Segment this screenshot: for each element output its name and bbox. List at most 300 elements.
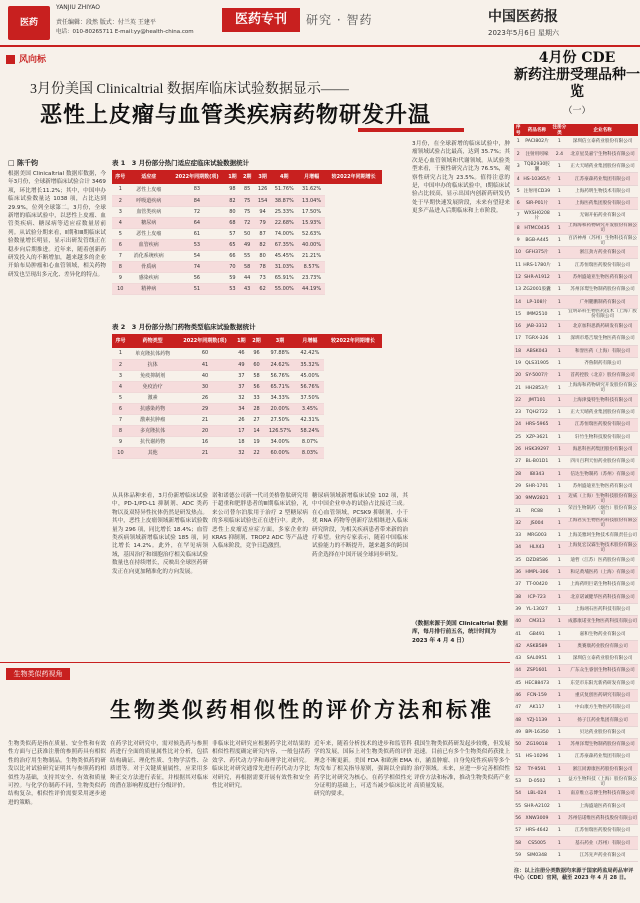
table2-cell: 37 — [234, 381, 249, 392]
sidebar-cell: 浙江同源康医药股份有限公司 — [567, 763, 638, 775]
sidebar-cell: ZG2001胶囊 — [522, 284, 551, 296]
sidebar-cell: 1 — [552, 407, 568, 419]
table-row — [514, 763, 638, 775]
sidebar-cell: 53 — [514, 775, 522, 787]
sidebar-cell: 20 — [514, 370, 522, 382]
table1-cell: 精神病 — [129, 283, 169, 294]
sidebar-title — [514, 50, 640, 101]
sidebar-cell: ABSK043 — [522, 345, 551, 357]
table-row — [514, 652, 638, 664]
sidebar-cell: 23 — [514, 407, 522, 419]
sidebar-cell: 注射用CD39 — [522, 185, 551, 197]
table2-cell: 24.62% — [264, 359, 296, 370]
table1-cell: 126 — [255, 184, 271, 195]
sidebar-cell: 1 — [552, 247, 568, 259]
table-row — [112, 414, 382, 425]
table1-cell: 22.68% — [271, 217, 298, 228]
sidebar-cell: 1 — [552, 849, 568, 861]
table1-cell: 51 — [169, 283, 225, 294]
sidebar-cell: 正大天晴药业集团股份有限公司 — [567, 161, 638, 173]
sidebar-cell: 贝达药业股份有限公司 — [567, 726, 638, 738]
table2-cell: 26 — [234, 414, 249, 425]
table1-header-2: 2022年同期数(项) — [169, 170, 225, 184]
sidebar-cell: 1 — [552, 197, 568, 209]
table1-header-3: 1期 — [225, 170, 240, 184]
sidebar-cell: GB491 — [522, 628, 551, 640]
table-row — [514, 308, 638, 320]
sidebar-cell: 上海君实生物医药科技股份有限公司 — [568, 518, 638, 529]
table-row — [514, 173, 638, 185]
sidebar-cell: QLS31905 — [522, 357, 551, 369]
table1-cell: 49 — [240, 239, 255, 250]
table1-cell: 74.00% — [271, 228, 298, 239]
table2-cell: 4 — [112, 381, 129, 392]
sidebar-cell: XZP-3621 — [522, 431, 551, 443]
column-tag — [6, 52, 46, 65]
table-row — [112, 447, 382, 458]
article2-body-col3: 非临床比对研究应根据药学比对结果的相似性程度确定研究内容，一般包括药效学、药代动力学和毒理学比对研究。临床比对研究通常先进行药代动力学比对研究，再根据需要开展有效性和安全性比对研究。 — [212, 741, 310, 790]
column-tag-label: 风向标 — [19, 55, 47, 65]
sidebar-cell: 东莞市东阳光新药研发有限公司 — [567, 677, 638, 689]
table2-cell: 41 — [176, 359, 234, 370]
table1-cell: 2 — [112, 195, 129, 206]
sidebar-header-1: 药品名称 — [522, 124, 551, 136]
section-subtitle: 研究 · 智药 — [306, 13, 373, 27]
table-row — [514, 579, 638, 591]
table2-cell: 56.76% — [264, 370, 296, 381]
table-row — [514, 677, 638, 689]
sidebar-cell: 15 — [514, 308, 522, 320]
table1-cell: 82 — [225, 195, 240, 206]
sidebar-cell: 52 — [514, 763, 522, 775]
table-row — [514, 702, 638, 714]
sidebar-cell: 北京加科思新药研发有限公司 — [567, 320, 638, 332]
sidebar-cell: 19 — [514, 357, 522, 369]
sidebar-cell: HS-10296 — [522, 751, 551, 763]
sidebar-cell: 7 — [514, 210, 522, 222]
sidebar-cell: 31 — [514, 505, 522, 517]
sidebar-cell: 1 — [552, 689, 568, 701]
table1-cell: 糖尿病 — [129, 217, 169, 228]
table-row — [514, 222, 638, 234]
sidebar-cell: 3 — [514, 161, 522, 173]
table-row — [514, 357, 638, 369]
table1-cell: 恶性上皮瘤 — [129, 184, 169, 195]
table2-cell: 35.32% — [296, 359, 324, 370]
table2-header-1: 药物类型 — [129, 334, 176, 348]
table2-cell: 20 — [176, 425, 234, 436]
sidebar-cell: SIR-P01片 — [522, 197, 551, 209]
sidebar-cell: 45 — [514, 677, 522, 689]
table1-cell: 57 — [225, 228, 240, 239]
sidebar-cell: 江苏豪森药业集团有限公司 — [567, 751, 638, 763]
table2-cell: 58 — [249, 370, 264, 381]
table2-cell: 16 — [176, 436, 234, 447]
sidebar-cell: 1 — [552, 136, 568, 148]
table1-cell: 53 — [225, 283, 240, 294]
sidebar-cell: 和誉医药（上海）有限公司 — [567, 345, 638, 357]
sidebar-cell: 33 — [514, 530, 522, 542]
sidebar-cell: 49 — [514, 726, 522, 738]
sidebar-cell: 1 — [552, 825, 568, 837]
table1-cell: 51.76% — [271, 184, 298, 195]
sidebar-cell: AK117 — [522, 702, 551, 714]
sidebar-cell: 40 — [514, 616, 522, 628]
sidebar-cell: 1 — [552, 419, 568, 431]
sidebar-cell: 首药控股（北京）股份有限公司 — [567, 370, 638, 382]
table1-cell: 68 — [225, 217, 240, 228]
table-row — [112, 206, 382, 217]
sidebar-cell: 1 — [552, 333, 568, 345]
sidebar-cell: 迈威（上海）生物科技股份有限公司 — [568, 493, 638, 504]
edition-pinyin: YANJIU ZHIYAO — [56, 4, 100, 11]
sidebar-cell: BGB-A445 — [522, 234, 551, 246]
table1-cell: 消化系统疾病 — [129, 250, 169, 261]
table1-cell: 79 — [255, 217, 271, 228]
table-row — [514, 591, 638, 603]
table2-cell: 激素 — [129, 392, 176, 403]
sidebar-note: 注：以上注册分类数据均来源于国家药监局药品审评中心（CDE）官网，截至 2023 年 4 月 28 日。 — [514, 868, 634, 881]
table2-cell: 58.24% — [296, 425, 324, 436]
table1-cell: 44.19% — [298, 283, 325, 294]
sidebar-cell: HTMC0435 — [522, 222, 551, 234]
sidebar-cell: 30 — [514, 493, 522, 505]
table2-cell: 抗体 — [129, 359, 176, 370]
sidebar-cell: 江苏恒瑞医药股份有限公司 — [567, 419, 638, 431]
sidebar-cell: TY-9591 — [522, 763, 551, 775]
table2-cell: 17 — [234, 425, 249, 436]
table1-cell: 82 — [255, 239, 271, 250]
table1-cell: 65.91% — [271, 272, 298, 283]
table1-cell: 1 — [112, 184, 129, 195]
table1-cell: 53 — [169, 239, 225, 250]
sidebar-cell: 1 — [552, 800, 568, 812]
table1-cell: 25.33% — [271, 206, 298, 217]
sidebar-cell: 1 — [552, 185, 568, 197]
data-source-note: （数据来源于美国 Clinicaltrial 数据库，每月排行前五名，统计时间为 2023 年 4 月 4 日） — [412, 621, 508, 644]
table-row — [514, 566, 638, 578]
table2-cell: 多克隆抗体 — [129, 425, 176, 436]
table2-cell: 14 — [249, 425, 264, 436]
sidebar-header-2: 注册分类 — [552, 125, 567, 136]
table1-cell: 31.62% — [298, 184, 325, 195]
table1-cell: 80 — [255, 250, 271, 261]
section-badge: 医药专刊 — [222, 8, 300, 32]
table1-cell: 8 — [112, 261, 129, 272]
sidebar-cell: 13 — [514, 284, 522, 296]
table2-cell: 5 — [112, 392, 129, 403]
table-row — [112, 283, 382, 294]
table-row — [514, 616, 638, 628]
table1-cell: 64 — [169, 217, 225, 228]
sidebar-cell: 北京诺诚健华医药科技有限公司 — [567, 591, 638, 603]
sidebar-cell: 1 — [552, 775, 568, 787]
sidebar-cell: 1 — [552, 480, 568, 492]
sidebar-cell: HMPL-306 — [522, 566, 551, 578]
header-divider — [0, 45, 640, 47]
sidebar-cell: 27 — [514, 456, 522, 468]
sidebar-cell: 1 — [552, 394, 568, 406]
sidebar-cell: 益方生物科技（上海）股份有限公司 — [568, 776, 638, 787]
sidebar-cell: 和记黄埔医药（上海）有限公司 — [567, 566, 638, 578]
sidebar-cell: 9 — [514, 234, 522, 246]
table1-cell: 67.35% — [271, 239, 298, 250]
table2-grid — [112, 334, 382, 459]
table1-cell: 43 — [240, 283, 255, 294]
table2-cell: 27.50% — [264, 414, 296, 425]
table2-cell: 抗感染药物 — [129, 403, 176, 414]
table-row — [514, 542, 638, 554]
sidebar-cell: 1 — [552, 517, 568, 529]
sidebar-title-line: 新药注册受理品种一览 — [514, 67, 640, 100]
table2-cell: 20.00% — [264, 403, 296, 414]
logo-text: 医药 — [19, 18, 38, 28]
sidebar-cell: HS-10365片 — [522, 173, 551, 185]
sidebar-cell: 9MW2821 — [522, 493, 551, 505]
table-row — [112, 425, 382, 436]
table1-cell: 8.57% — [298, 261, 325, 272]
table-row — [514, 259, 638, 271]
sidebar-cell: 1 — [552, 308, 568, 320]
table2-cell: 65.71% — [264, 381, 296, 392]
sidebar-cell: 58 — [514, 837, 522, 849]
sidebar-cell: 1 — [552, 788, 568, 800]
table1-cell: 4 — [112, 217, 129, 228]
sidebar-cell: PACI802片 — [522, 136, 551, 148]
sidebar-cell: 1 — [552, 677, 568, 689]
table1-cell: 61 — [169, 228, 225, 239]
sidebar-cell: 1 — [552, 173, 568, 185]
table-row — [112, 250, 382, 261]
sidebar-cell: 上海美雅珂生物技术有限责任公司 — [567, 530, 638, 542]
table-row — [514, 320, 638, 332]
table-row — [112, 348, 382, 359]
table-row — [112, 217, 382, 228]
table-row — [514, 296, 638, 308]
sidebar-cell: 1 — [552, 443, 568, 455]
table2-cell: 28 — [249, 403, 264, 414]
table2-title: 表 2 3 月份部分热门药物类型临床试验数据统计 — [112, 323, 256, 331]
sidebar-cell: RC88 — [522, 505, 551, 517]
table-row — [514, 136, 638, 148]
sidebar-cell: SIM0348 — [522, 849, 551, 861]
registration-list — [514, 124, 638, 862]
table2-cell: 7 — [112, 414, 129, 425]
table1-header-5: 3期 — [255, 170, 271, 184]
sidebar-cell: 16 — [514, 320, 522, 332]
table-row — [514, 284, 638, 296]
sidebar-cell: SAL0951 — [522, 652, 551, 664]
sidebar-cell: HRS-1780片 — [522, 259, 551, 271]
table1-cell: 恶性上皮瘤 — [129, 228, 169, 239]
sidebar-cell: 11 — [514, 259, 522, 271]
table2-cell: 60 — [176, 348, 234, 359]
sidebar-cell: 苏州信诺维医药科技股份有限公司 — [567, 812, 638, 824]
table2-cell: 45.00% — [296, 370, 324, 381]
table2-cell: 1 — [112, 348, 129, 359]
sidebar-cell: 1 — [552, 554, 568, 566]
table1-cell: 6 — [112, 239, 129, 250]
sidebar-cell: SY-5007片 — [522, 370, 551, 382]
sidebar-cell: 注射用吲哚 — [522, 148, 551, 160]
sidebar-cell: 5 — [514, 185, 522, 197]
sidebar-cell: 扬子江药业集团有限公司 — [567, 714, 638, 726]
sidebar-cell: BL-B01D1 — [522, 456, 551, 468]
table-row — [514, 775, 638, 787]
table2-cell: 激素抗肿瘤 — [129, 414, 176, 425]
sidebar-cell: ZG19018 — [522, 739, 551, 751]
sidebar-cell: IBI343 — [522, 468, 551, 480]
sidebar-title-line: 4月份 CDE — [538, 50, 616, 66]
table2-cell: 27 — [249, 414, 264, 425]
article2-body-col5: 我国生物类似药研发起步较晚，但发展迅速。目前已有多个生物类似药获批上市，涵盖肿瘤、自身免疫性疾病等多个治疗领域。未来，应进一步完善相似性评价方法和标准，推动生物类似药产业高质量发展。 — [414, 741, 510, 790]
table-row — [514, 382, 638, 394]
table1 — [112, 158, 382, 295]
table-row — [112, 184, 382, 195]
table1-cell: 5 — [112, 228, 129, 239]
sidebar-cell: 42 — [514, 640, 522, 652]
sidebar-cell: 21 — [514, 382, 522, 394]
table2-cell: 3 — [112, 370, 129, 381]
table2-cell: 其他 — [129, 447, 176, 458]
sidebar-cell: 29 — [514, 480, 522, 492]
table1-cell: 呼吸道疾病 — [129, 195, 169, 206]
sidebar-cell: 48 — [514, 714, 522, 726]
table2-header-0: 序号 — [112, 334, 129, 348]
sidebar-cell: 1 — [552, 234, 568, 246]
sidebar-cell: 4 — [514, 173, 522, 185]
table1-cell: 75 — [240, 195, 255, 206]
table-row — [112, 381, 382, 392]
sidebar-cell: 齐鲁制药有限公司 — [567, 357, 638, 369]
table1-cell: 94 — [255, 206, 271, 217]
sidebar-cell: 重庆复创医药研究有限公司 — [567, 689, 638, 701]
article-headline: 恶性上皮瘤与血管类疾病药物研发升温 — [40, 102, 432, 128]
table-row — [112, 392, 382, 403]
sidebar-table — [514, 124, 638, 862]
table1-header-7: 月增幅 — [298, 170, 325, 184]
sidebar-cell: 苏州泽璟生物制药股份有限公司 — [567, 284, 638, 296]
table1-cell: 45.45% — [271, 250, 298, 261]
article-kicker: 3月份美国 Clinicaltrial 数据库临床试验数据显示—— — [30, 82, 349, 97]
sidebar-cell: 1 — [552, 259, 568, 271]
table2-header-6: 月增幅 — [296, 334, 324, 348]
sidebar-cell: 35 — [514, 554, 522, 566]
sidebar-cell: HRS-4642 — [522, 825, 551, 837]
sidebar-cell: HLX43 — [522, 542, 551, 554]
table-row — [514, 628, 638, 640]
sidebar-cell: 1 — [552, 702, 568, 714]
sidebar-cell: 1 — [552, 530, 568, 542]
article-body-col4: 糖尿病领域新增临床试验 102 项，其中中国企业申办的试验占比接近三成。在心血管领域，PCSK9 抑制剂、小干扰 RNA 药物等创新疗法相继进入临床研究阶段，为相关疾病患者带来新的治疗希望。业内专家表示，随着中国临床试验能力的不断提升，越来越多的跨国药企选择在中国开展全球同步研发。 — [312, 493, 408, 558]
table2-header-4: 2期 — [249, 334, 264, 348]
table1-header-6: 4期 — [271, 170, 298, 184]
table2-cell: 21 — [176, 447, 234, 458]
table-row — [514, 247, 638, 259]
table1-cell: 66 — [225, 250, 240, 261]
sidebar-cell: 32 — [514, 517, 522, 529]
sidebar-cell: 苏州盛迪亚生物医药有限公司 — [567, 480, 638, 492]
table1-cell: 10 — [112, 283, 129, 294]
table2-cell: 6 — [112, 403, 129, 414]
table2-cell: 9 — [112, 436, 129, 447]
table1-cell: 21.21% — [298, 250, 325, 261]
table1-cell: 骨质病 — [129, 261, 169, 272]
table1-cell: 74 — [169, 261, 225, 272]
article-body-col1: 根据美国 Clinicaltrial 数据库数据，今年3月份，全球新增临床试验合计 3469 项，环比增长11.2%；其中，中国申办临床试验数量达 1038 项，占比达到 29.9%，位列全球第二。3月份，全球新增的临床试验中，以恶性上皮瘤、血管类疾病、糖尿病等适应症数量居前列。从试验分期来看，Ⅱ期和Ⅲ期临床试验数量增长明显，显示出研发管线正在稳步向后期推进。近年来，随着创新药研发投入的不断增加，越来越多的企业开始布局肿瘤和心血管领域，相关药物研发也呈现出多元化、差异化的特点。 — [8, 171, 106, 278]
table-row — [112, 359, 382, 370]
table2-header-5: 3期 — [264, 334, 296, 348]
sidebar-cell: 1 — [552, 357, 568, 369]
sidebar-cell: CM313 — [522, 616, 551, 628]
table2-cell: 49 — [234, 359, 249, 370]
sidebar-cell: 1 — [552, 431, 568, 443]
table1-cell: 54 — [169, 250, 225, 261]
sidebar-cell: 1 — [552, 505, 568, 517]
sidebar-cell: 36 — [514, 566, 522, 578]
sidebar-cell: 1 — [552, 456, 568, 468]
table2-cell: 30 — [176, 381, 234, 392]
table2-cell: 42.42% — [296, 348, 324, 359]
sidebar-cell: 1 — [552, 739, 568, 751]
sidebar-cell: 57 — [514, 825, 522, 837]
table-row — [514, 468, 638, 480]
table2-cell: 34.00% — [264, 436, 296, 447]
sidebar-cell: CS5005 — [522, 837, 551, 849]
sidebar-cell: 6 — [514, 197, 522, 209]
table-row — [514, 443, 638, 455]
table1-cell: 血管类疾病 — [129, 206, 169, 217]
sidebar-cell: 嘉和生物药业有限公司 — [567, 628, 638, 640]
table1-cell: 44 — [240, 272, 255, 283]
sidebar-cell: SHR-A2102 — [522, 800, 551, 812]
sidebar-cell: XNW3009 — [522, 812, 551, 824]
sidebar-cell: LP-108片 — [522, 296, 551, 308]
sidebar-cell: 成都康诺亚生物医药科技有限公司 — [567, 616, 638, 628]
sidebar-cell: 轩竹生物科技股份有限公司 — [567, 431, 638, 443]
table-row — [514, 148, 638, 160]
sidebar-cell: 37 — [514, 579, 522, 591]
sidebar-cell: JMT101 — [522, 394, 551, 406]
sidebar-cell: 44 — [514, 665, 522, 677]
sidebar-cell: 苏州盛迪亚生物医药有限公司 — [567, 271, 638, 283]
article-body-col3: 诺和诺德公司新一代司美格鲁肽研究用于超重和肥胖患者的Ⅲ期临床试验，礼来公司替尔泊肽用于治疗 2 型糖尿病的多项临床试验也正在进行中。此外，恶性上皮瘤适应症方面，多家企业的 KRAS 抑制剂、TROP2 ADC 等产品进入临床阶段，竞争日趋激烈。 — [212, 493, 308, 550]
sidebar-header-3: 企业名称 — [567, 124, 638, 136]
table2-cell: 37 — [234, 370, 249, 381]
table2-cell: 46 — [234, 348, 249, 359]
table1-cell: 58 — [240, 261, 255, 272]
sidebar-cell: 2 — [514, 148, 522, 160]
table-row — [112, 403, 382, 414]
sidebar-cell: HH2853片 — [522, 382, 551, 394]
sidebar-cell: 1 — [552, 652, 568, 664]
sidebar-cell: 22 — [514, 394, 522, 406]
table1-cell: 85 — [240, 184, 255, 195]
sidebar-cell: TQH2722 — [522, 407, 551, 419]
table-row — [514, 431, 638, 443]
table1-cell: 56 — [169, 272, 225, 283]
table2-cell: 18 — [234, 436, 249, 447]
table1-cell: 7 — [112, 250, 129, 261]
table2-cell: 3.45% — [296, 403, 324, 414]
table-row — [514, 837, 638, 849]
sidebar-cell: 1 — [552, 320, 568, 332]
table-row — [112, 261, 382, 272]
sidebar-cell: 1 — [552, 493, 568, 505]
sidebar-cell: 2.4 — [552, 148, 568, 160]
table-row — [112, 436, 382, 447]
table-row — [514, 480, 638, 492]
